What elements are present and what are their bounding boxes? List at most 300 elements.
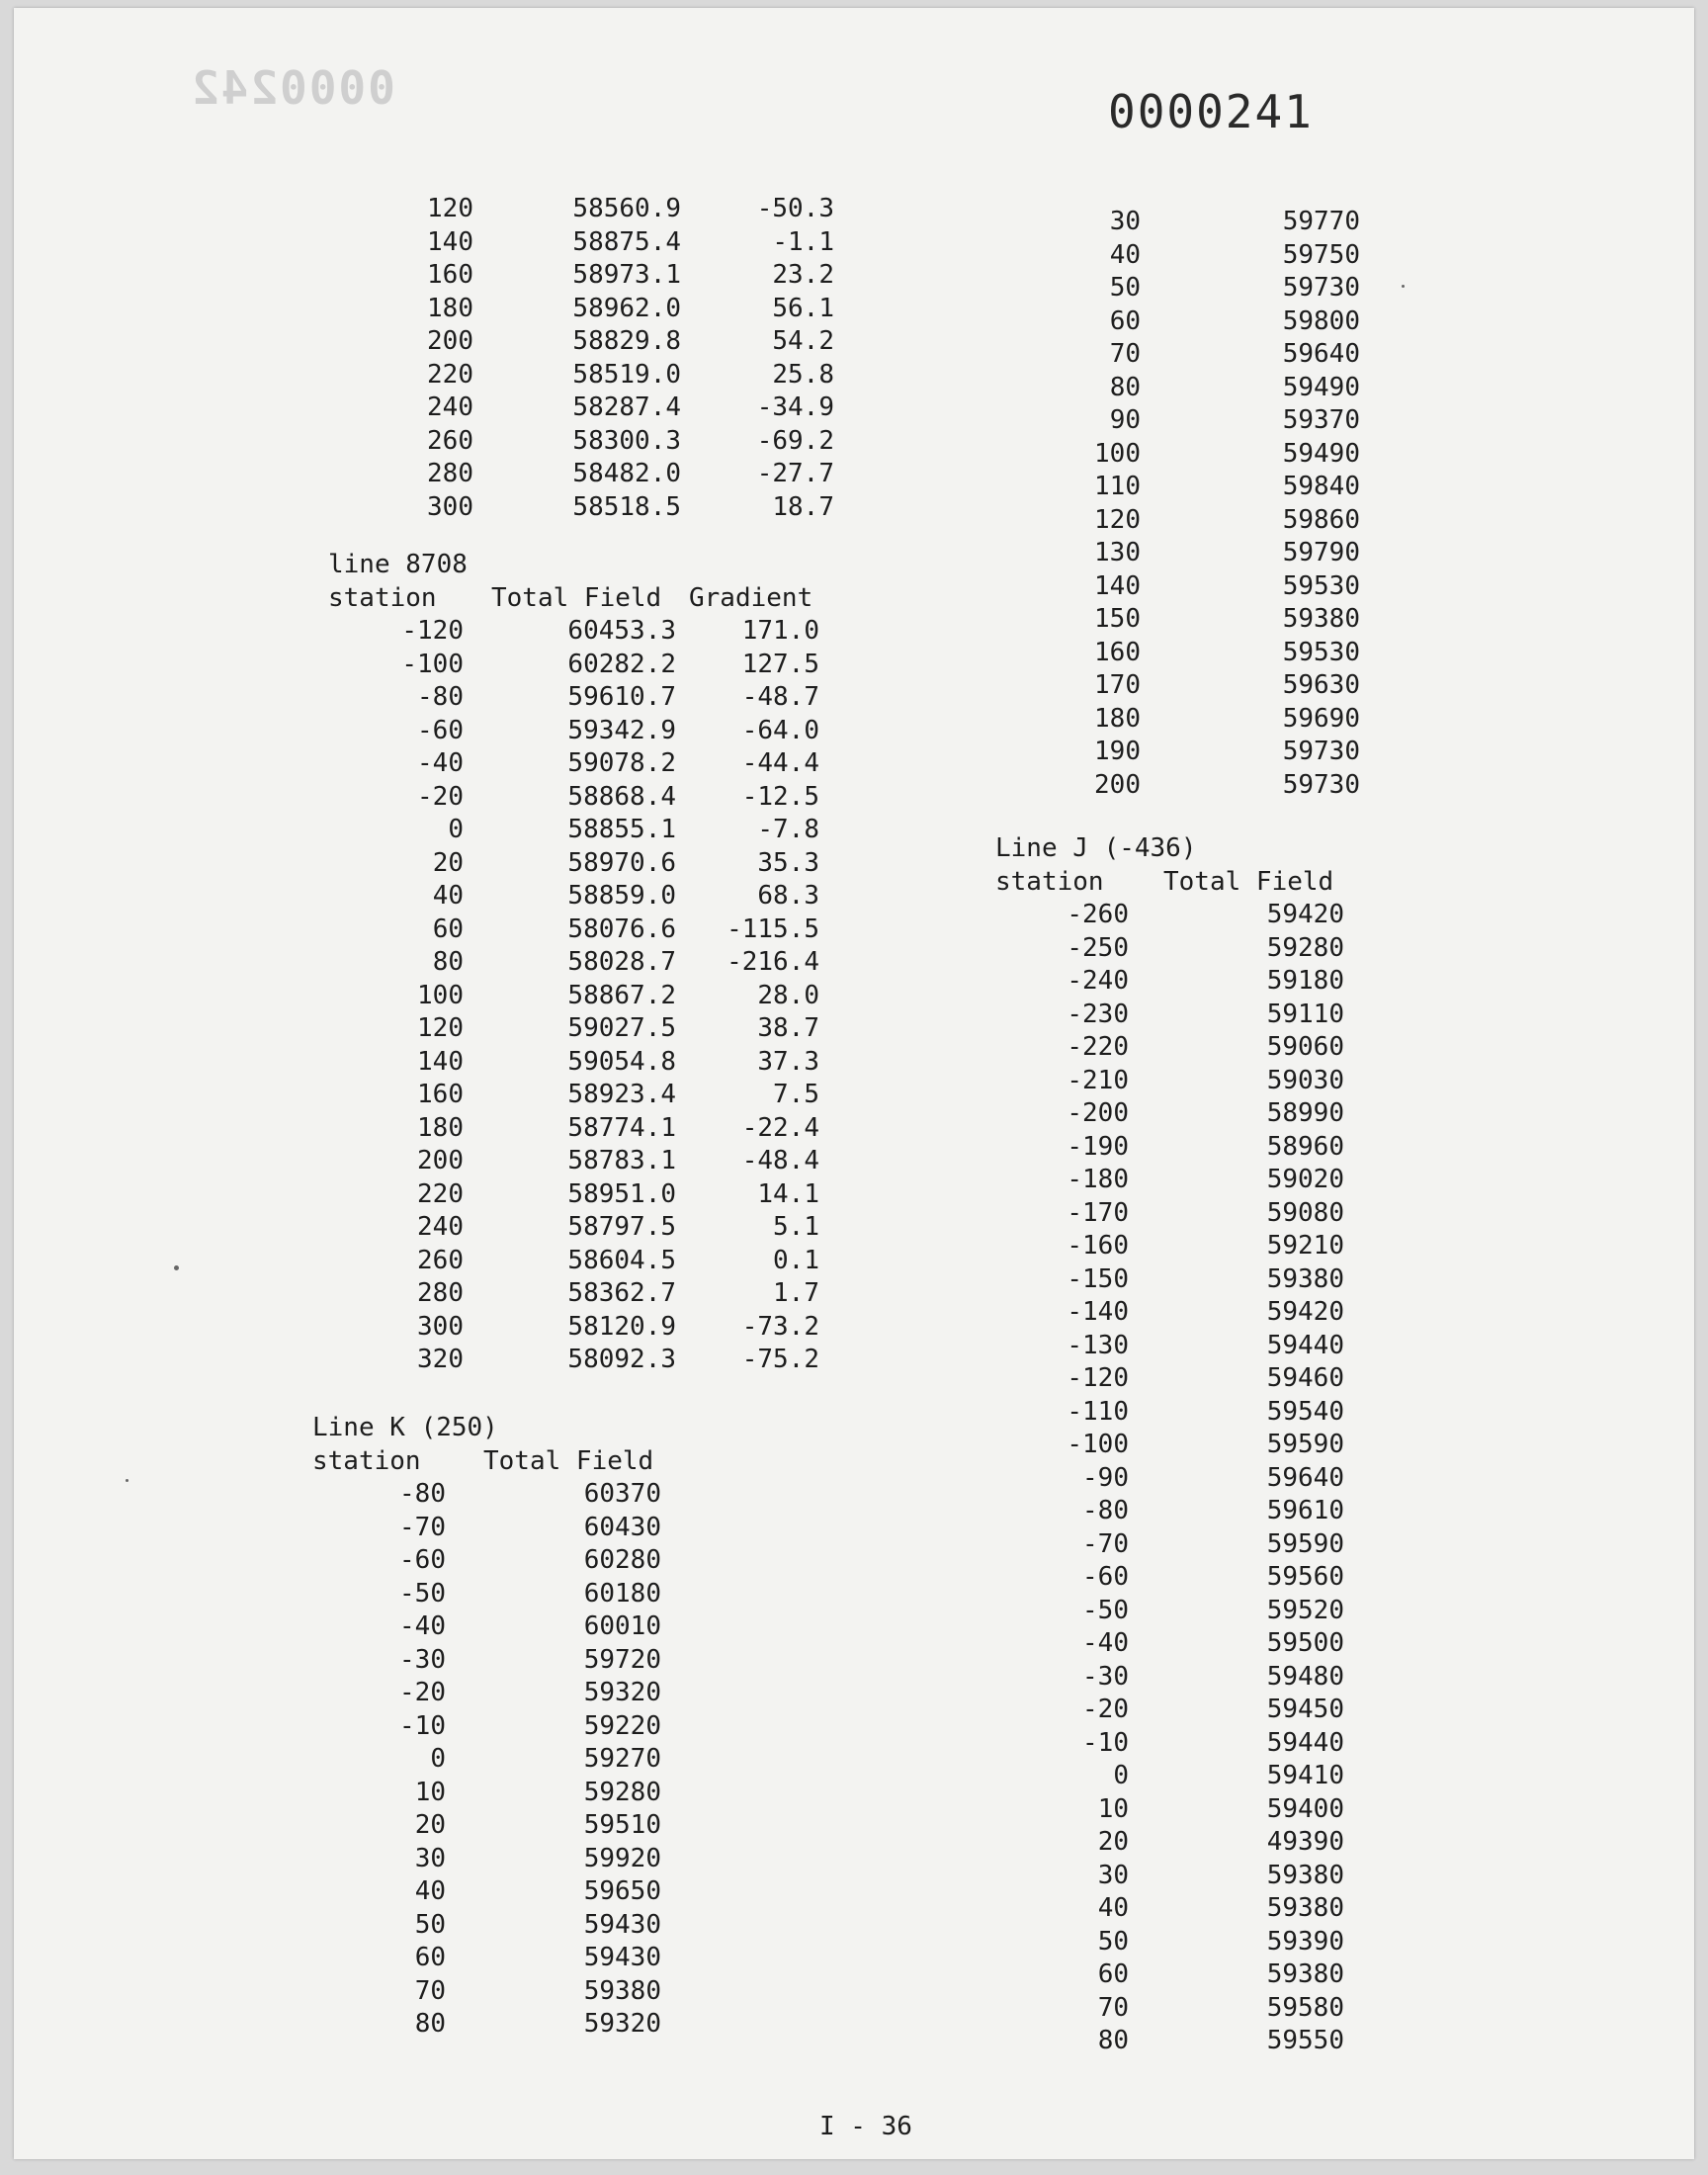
total-field-cell: 59430 (583, 1943, 661, 1972)
total-field-cell: 58797.5 (567, 1212, 676, 1242)
gradient-cell: -64.0 (741, 715, 819, 745)
column-header-station: station (328, 582, 437, 613)
table-row (1062, 239, 1360, 273)
station-cell: 260 (427, 425, 473, 456)
table-row (312, 1644, 661, 1678)
total-field-cell: 60453.3 (567, 616, 676, 646)
station-cell: 300 (427, 491, 473, 522)
station-cell: 260 (417, 1245, 464, 1275)
total-field-cell: 59210 (1266, 1231, 1344, 1261)
table-line-k (312, 1412, 661, 2042)
table-row (995, 1197, 1344, 1231)
station-cell: -20 (1082, 1695, 1129, 1724)
table-row (328, 980, 819, 1013)
table-body (312, 1478, 661, 2042)
station-cell: 120 (417, 1013, 464, 1043)
gradient-cell: 25.8 (772, 359, 834, 390)
gradient-cell: -50.3 (756, 194, 834, 223)
total-field-cell: 59640 (1266, 1462, 1344, 1493)
station-cell: -250 (1067, 932, 1129, 963)
table-row (995, 1462, 1344, 1496)
column-header-total-field: Total Field (491, 582, 662, 613)
station-cell: -40 (399, 1611, 446, 1641)
station-cell: 60 (414, 1943, 446, 1972)
table-row (995, 1760, 1344, 1793)
station-cell: -10 (399, 1710, 446, 1741)
total-field-cell: 59500 (1266, 1628, 1344, 1658)
station-cell: -180 (1067, 1165, 1129, 1194)
station-cell: -20 (417, 781, 464, 812)
station-cell: 120 (427, 194, 473, 223)
station-cell: -100 (401, 649, 464, 679)
station-cell: 70 (1109, 339, 1141, 369)
total-field-cell: 59610 (1266, 1496, 1344, 1525)
total-field-cell: 60180 (583, 1578, 661, 1609)
station-cell: -120 (1067, 1363, 1129, 1393)
station-cell: 30 (1097, 1860, 1129, 1890)
table-title: line 8708 (328, 550, 468, 579)
table-row (312, 1875, 661, 1909)
gradient-cell: 18.7 (772, 491, 834, 522)
gradient-cell: 38.7 (757, 1013, 819, 1043)
table-row (328, 1145, 819, 1178)
gradient-cell: 68.3 (757, 881, 819, 911)
table-continuation-total-field (1062, 206, 1360, 802)
table-row (995, 2025, 1344, 2058)
gradient-cell: -12.5 (741, 781, 819, 812)
total-field-cell: 60370 (583, 1479, 661, 1509)
gradient-cell: -1.1 (772, 226, 834, 257)
gradient-cell: -27.7 (756, 459, 834, 488)
table-row (312, 2008, 661, 2042)
total-field-cell: 59480 (1266, 1661, 1344, 1692)
gradient-cell: 14.1 (757, 1178, 819, 1209)
total-field-cell: 59580 (1266, 1992, 1344, 2023)
total-field-cell: 59690 (1282, 703, 1360, 734)
total-field-cell: 59590 (1266, 1528, 1344, 1559)
table-row (995, 1230, 1344, 1263)
station-cell: 80 (1109, 372, 1141, 402)
station-cell: 240 (417, 1212, 464, 1242)
table-row (389, 226, 834, 260)
table-row (995, 1164, 1344, 1197)
table-row (312, 1478, 661, 1512)
table-row (389, 491, 834, 525)
table-row (328, 1245, 819, 1278)
table-continuation-gradient (389, 193, 834, 524)
gradient-cell: 127.5 (741, 649, 819, 679)
station-cell: 200 (427, 326, 473, 356)
station-cell: 160 (427, 260, 473, 290)
total-field-cell: 59440 (1266, 1727, 1344, 1758)
total-field-cell: 59770 (1282, 207, 1360, 236)
station-cell: -30 (399, 1644, 446, 1675)
table-row (328, 1311, 819, 1345)
total-field-cell: 58868.4 (567, 781, 676, 812)
total-field-cell: 58875.4 (572, 226, 681, 257)
total-field-cell: 59027.5 (567, 1013, 676, 1043)
table-row (328, 847, 819, 881)
table-row (328, 681, 819, 715)
table-row (995, 1727, 1344, 1761)
total-field-cell: 58092.3 (567, 1345, 676, 1374)
station-cell: 100 (1094, 438, 1141, 469)
station-cell: 240 (427, 392, 473, 422)
total-field-cell: 59060 (1266, 1032, 1344, 1062)
table-row (328, 615, 819, 649)
table-row (995, 1330, 1344, 1363)
station-cell: 300 (417, 1311, 464, 1342)
total-field-cell: 59280 (1266, 932, 1344, 963)
table-row (328, 1079, 819, 1112)
station-cell: 170 (1094, 670, 1141, 700)
total-field-cell: 58482.0 (572, 459, 681, 488)
station-cell: 80 (432, 947, 464, 977)
station-cell: 120 (1094, 504, 1141, 535)
total-field-cell: 59730 (1282, 273, 1360, 303)
page-number: I - 36 (819, 2112, 912, 2141)
total-field-cell: 59790 (1282, 538, 1360, 567)
total-field-cell: 59320 (583, 1678, 661, 1707)
station-cell: -130 (1067, 1330, 1129, 1360)
total-field-cell: 59630 (1282, 670, 1360, 700)
table-row (389, 458, 834, 491)
station-cell: 70 (414, 1975, 446, 2006)
station-cell: 220 (417, 1178, 464, 1209)
station-cell: -70 (1082, 1528, 1129, 1559)
total-field-cell: 59490 (1282, 438, 1360, 469)
table-row (995, 1296, 1344, 1330)
total-field-cell: 59750 (1282, 239, 1360, 270)
table-row (995, 1992, 1344, 2026)
station-cell: -20 (399, 1678, 446, 1707)
table-row (995, 899, 1344, 932)
table-row (312, 1843, 661, 1876)
total-field-cell: 59730 (1282, 769, 1360, 800)
scan-speck (1402, 285, 1405, 288)
table-row (1062, 471, 1360, 504)
total-field-cell: 59380 (583, 1975, 661, 2006)
table-row (312, 1809, 661, 1843)
column-header-gradient: Gradient (689, 582, 813, 613)
total-field-cell: 58990 (1266, 1098, 1344, 1128)
station-cell: 0 (448, 815, 464, 844)
table-row (312, 1544, 661, 1578)
station-cell: -70 (399, 1512, 446, 1542)
station-cell: 20 (432, 847, 464, 878)
table-row (1062, 570, 1360, 604)
total-field-cell: 59840 (1282, 472, 1360, 501)
table-row (995, 1595, 1344, 1628)
total-field-cell: 60010 (583, 1611, 661, 1641)
total-field-cell: 59560 (1266, 1562, 1344, 1592)
gradient-cell: -75.2 (741, 1345, 819, 1374)
table-row (328, 914, 819, 947)
table-row (995, 1860, 1344, 1893)
table-row (995, 1627, 1344, 1661)
total-field-cell: 59520 (1266, 1595, 1344, 1625)
table-row (328, 1178, 819, 1212)
station-cell: 30 (1109, 207, 1141, 236)
table-row (389, 359, 834, 392)
total-field-cell: 59110 (1266, 999, 1344, 1029)
total-field-cell: 58604.5 (567, 1245, 676, 1275)
table-row (389, 392, 834, 425)
station-cell: 200 (417, 1146, 464, 1175)
total-field-cell: 58973.1 (572, 260, 681, 290)
total-field-cell: 58962.0 (572, 293, 681, 323)
station-cell: 160 (1094, 637, 1141, 667)
gradient-cell: 171.0 (741, 616, 819, 646)
table-row (328, 814, 819, 847)
station-cell: 140 (1094, 570, 1141, 601)
total-field-cell: 59400 (1266, 1793, 1344, 1824)
total-field-cell: 59380 (1266, 1893, 1344, 1923)
station-cell: 20 (1097, 1827, 1129, 1857)
station-cell: 20 (414, 1810, 446, 1840)
total-field-cell: 59370 (1282, 405, 1360, 435)
station-cell: 140 (427, 226, 473, 257)
gradient-cell: 23.2 (772, 260, 834, 290)
table-header (312, 1445, 661, 1479)
table-row (312, 1909, 661, 1943)
station-cell: 40 (1097, 1893, 1129, 1923)
total-field-cell: 59590 (1266, 1430, 1344, 1459)
gradient-cell: 1.7 (773, 1278, 819, 1308)
station-cell: -60 (417, 715, 464, 745)
gradient-cell: -73.2 (741, 1311, 819, 1342)
total-field-cell: 59640 (1282, 339, 1360, 369)
station-cell: -80 (417, 682, 464, 712)
total-field-cell: 58783.1 (567, 1146, 676, 1175)
table-row (995, 999, 1344, 1032)
total-field-cell: 58867.2 (567, 980, 676, 1010)
table-title: Line K (250) (312, 1413, 498, 1442)
gradient-cell: -48.4 (741, 1146, 819, 1175)
total-field-cell: 59342.9 (567, 715, 676, 745)
table-line-8708 (328, 549, 819, 1377)
station-cell: -210 (1067, 1065, 1129, 1095)
table-title: Line J (-436) (995, 833, 1197, 863)
total-field-cell: 58076.6 (567, 914, 676, 944)
total-field-cell: 59270 (583, 1744, 661, 1774)
total-field-cell: 59380 (1282, 604, 1360, 634)
station-cell: -200 (1067, 1098, 1129, 1128)
gradient-cell: 54.2 (772, 326, 834, 356)
column-header-station: station (995, 866, 1104, 897)
total-field-cell: 59320 (583, 2009, 661, 2039)
table-row (1062, 637, 1360, 670)
station-cell: 50 (414, 1909, 446, 1940)
table-row (328, 1277, 819, 1311)
gradient-cell: -216.4 (726, 947, 819, 977)
total-field-cell: 59730 (1282, 737, 1360, 766)
table-row (1062, 372, 1360, 405)
total-field-cell: 59490 (1282, 372, 1360, 402)
table-row (328, 747, 819, 781)
gradient-cell: 37.3 (757, 1046, 819, 1077)
station-cell: 0 (1113, 1761, 1129, 1790)
total-field-cell: 59800 (1282, 305, 1360, 336)
station-cell: -240 (1067, 966, 1129, 996)
total-field-cell: 58120.9 (567, 1311, 676, 1342)
total-field-cell: 59220 (583, 1710, 661, 1741)
station-cell: 180 (417, 1112, 464, 1143)
scan-speck (174, 1265, 179, 1270)
table-row (328, 1012, 819, 1046)
station-cell: 150 (1094, 604, 1141, 634)
table-row (995, 1362, 1344, 1396)
station-cell: 40 (1109, 239, 1141, 270)
total-field-cell: 58859.0 (567, 881, 676, 911)
station-cell: -80 (1082, 1496, 1129, 1525)
station-cell: 80 (414, 2009, 446, 2039)
station-cell: -160 (1067, 1231, 1129, 1261)
table-row (1062, 438, 1360, 472)
station-cell: 110 (1094, 472, 1141, 501)
station-cell: -120 (401, 616, 464, 646)
total-field-cell: 59430 (583, 1909, 661, 1940)
table-row (1062, 769, 1360, 803)
gradient-cell: 7.5 (773, 1080, 819, 1109)
total-field-cell: 59080 (1266, 1197, 1344, 1228)
total-field-cell: 59078.2 (567, 748, 676, 778)
station-cell: 160 (417, 1080, 464, 1109)
gradient-cell: -7.8 (757, 815, 819, 844)
station-cell: -60 (399, 1545, 446, 1575)
mirrored-document-number: 0000242 (190, 61, 395, 115)
table-row (328, 649, 819, 682)
station-cell: -110 (1067, 1396, 1129, 1427)
total-field-cell: 59390 (1266, 1926, 1344, 1957)
table-row (995, 1661, 1344, 1695)
table-row (328, 1046, 819, 1080)
table-body (328, 615, 819, 1377)
gradient-cell: -115.5 (726, 914, 819, 944)
station-cell: 80 (1097, 2026, 1129, 2055)
station-cell: 180 (427, 293, 473, 323)
station-cell: 220 (427, 359, 473, 390)
station-cell: 180 (1094, 703, 1141, 734)
total-field-cell: 58287.4 (572, 392, 681, 422)
total-field-cell: 59450 (1266, 1695, 1344, 1724)
total-field-cell: 60430 (583, 1512, 661, 1542)
station-cell: -190 (1067, 1131, 1129, 1162)
table-row (995, 1793, 1344, 1827)
station-cell: 50 (1097, 1926, 1129, 1957)
station-cell: 100 (417, 980, 464, 1010)
table-line-j (995, 832, 1344, 2058)
gradient-cell: 35.3 (757, 847, 819, 878)
station-cell: 0 (430, 1744, 446, 1774)
document-number: 0000241 (1108, 85, 1314, 138)
station-cell: 280 (417, 1278, 464, 1308)
total-field-cell: 58362.7 (567, 1278, 676, 1308)
station-cell: 190 (1094, 737, 1141, 766)
table-row (995, 1097, 1344, 1131)
gradient-cell: -44.4 (741, 748, 819, 778)
total-field-cell: 58855.1 (567, 815, 676, 844)
table-row (1062, 338, 1360, 372)
table-header (328, 582, 819, 616)
station-cell: 280 (427, 459, 473, 488)
table-row (312, 1743, 661, 1777)
table-row (312, 1610, 661, 1644)
station-cell: -260 (1067, 900, 1129, 929)
total-field-cell: 59550 (1266, 2026, 1344, 2055)
table-row (328, 1344, 819, 1377)
station-cell: 50 (1109, 273, 1141, 303)
gradient-cell: 28.0 (757, 980, 819, 1010)
document-page (14, 8, 1694, 2159)
table-row (995, 1263, 1344, 1297)
table-row (1062, 537, 1360, 570)
total-field-cell: 59460 (1266, 1363, 1344, 1393)
table-row (389, 259, 834, 293)
table-row (389, 193, 834, 226)
total-field-cell: 59860 (1282, 504, 1360, 535)
station-cell: 90 (1109, 405, 1141, 435)
table-row (312, 1710, 661, 1744)
total-field-cell: 59720 (583, 1644, 661, 1675)
total-field-cell: 59420 (1266, 900, 1344, 929)
total-field-cell: 58960 (1266, 1131, 1344, 1162)
station-cell: 60 (1097, 1959, 1129, 1989)
total-field-cell: 59380 (1266, 1860, 1344, 1890)
gradient-cell: -22.4 (741, 1112, 819, 1143)
scan-speck (126, 1479, 128, 1482)
table-row (995, 1396, 1344, 1430)
table-row (995, 1826, 1344, 1860)
gradient-cell: -48.7 (741, 682, 819, 712)
total-field-cell: 58923.4 (567, 1080, 676, 1109)
total-field-cell: 58560.9 (572, 194, 681, 223)
table-row (995, 1495, 1344, 1528)
total-field-cell: 59650 (583, 1876, 661, 1906)
station-cell: -50 (1082, 1595, 1129, 1625)
station-cell: -90 (1082, 1462, 1129, 1493)
table-row (312, 1578, 661, 1611)
station-cell: 10 (414, 1777, 446, 1807)
total-field-cell: 59540 (1266, 1396, 1344, 1427)
table-row (312, 1777, 661, 1810)
total-field-cell: 59030 (1266, 1065, 1344, 1095)
table-row (995, 932, 1344, 966)
total-field-cell: 58829.8 (572, 326, 681, 356)
total-field-cell: 59054.8 (567, 1046, 676, 1077)
table-row (995, 1528, 1344, 1562)
total-field-cell: 58970.6 (567, 847, 676, 878)
table-row (328, 1211, 819, 1245)
total-field-cell: 58774.1 (567, 1112, 676, 1143)
station-cell: -220 (1067, 1032, 1129, 1062)
total-field-cell: 60282.2 (567, 649, 676, 679)
station-cell: -230 (1067, 999, 1129, 1029)
total-field-cell: 58300.3 (572, 425, 681, 456)
gradient-cell: -34.9 (756, 392, 834, 422)
station-cell: -40 (417, 748, 464, 778)
station-cell: -140 (1067, 1297, 1129, 1327)
table-row (328, 715, 819, 748)
station-cell: 60 (432, 914, 464, 944)
station-cell: -40 (1082, 1628, 1129, 1658)
total-field-cell: 59440 (1266, 1330, 1344, 1360)
station-cell: 30 (414, 1843, 446, 1873)
table-row (312, 1975, 661, 2009)
table-row (1062, 305, 1360, 339)
table-row (328, 781, 819, 815)
table-row (995, 965, 1344, 999)
